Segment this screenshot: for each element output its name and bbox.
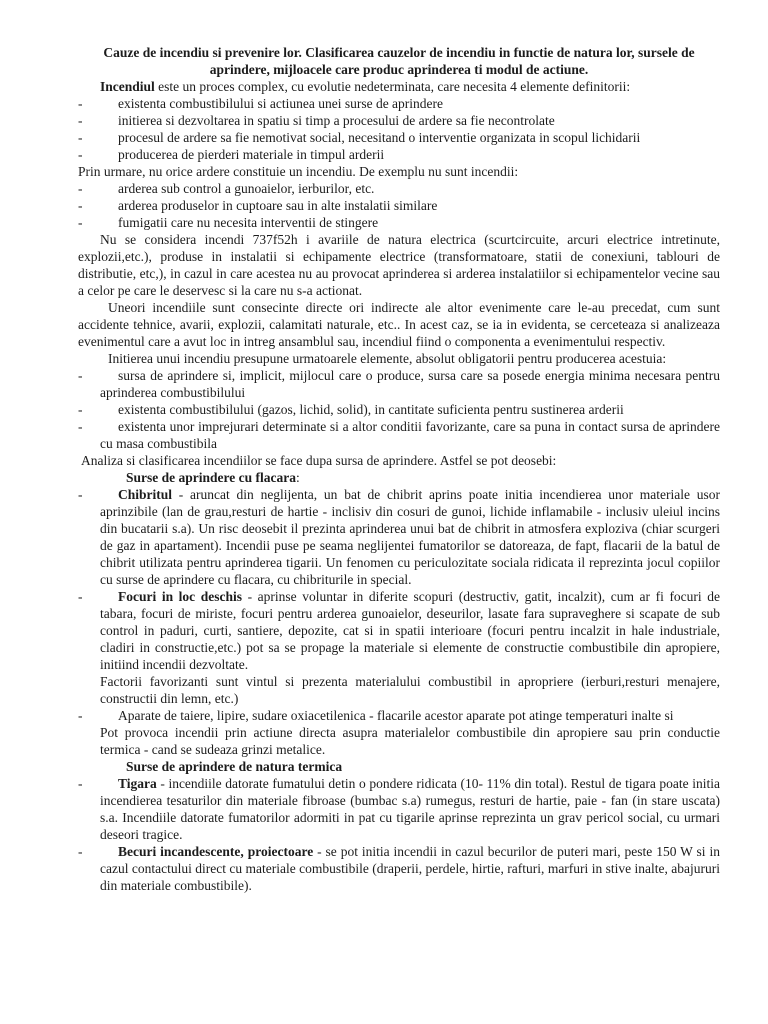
list-item: - existenta combustibilului (gazos, lichid, solid), in cantitate suficienta pentru sustinerea arderii xyxy=(78,402,624,417)
list-item: - initierea si dezvoltarea in spatiu si timp a procesului de ardere sa fie necontrolate xyxy=(78,113,555,128)
list-item: - arderea produselor in cuptoare sau in alte instalatii similare xyxy=(78,198,438,213)
intro-paragraph xyxy=(78,78,720,95)
not-fires-list xyxy=(78,180,720,231)
list-item: - Aparate de taiere, lipire, sudare oxiacetilenica - flacarile acestor aparate pot atinge temperaturi inalte si Pot provoca incendii prin actiune directa asupra materialelor combustibile din apropiere sau prin conductie termica - cand se sudeaza grinzi metalice. xyxy=(78,708,720,757)
dash-marker: - xyxy=(78,844,83,859)
list-item: - sursa de aprindere si, implicit, mijlocul care o produce, sursa care sa posede energia minima necesara pentru aprinderea combustibilului xyxy=(78,368,720,400)
document-title: Cauze de incendiu si prevenire lor. Clasificarea cauzelor de incendiu in functie de natura lor, sursele de aprindere, mijloacele care produc aprinderea ti modul de actiune. xyxy=(103,45,695,77)
flame-heading: Surse de aprindere cu flacara: xyxy=(126,470,300,485)
dash-marker: - xyxy=(78,198,83,213)
thermal-heading: Surse de aprindere de natura termica xyxy=(126,759,343,774)
dash-marker: - xyxy=(78,708,83,723)
list-item: - Focuri in loc deschis - aprinse voluntar in diferite scopuri (destructiv, gatit, incalzit), cum ar fi focuri de tabara, focuri de miriste, focuri pentru arderea gunoaielor, deseurilor, lasate fara supraveghere si scapate de sub control in paduri, curti, santiere, depozite, cat si in spatii interioare (focuri pentru incalzit in hale industriale, cladiri in constructie,etc.) pot sa se propage la materiale si elemente de constructie combustibile din apropiere, initiind incendii dezvoltate. Factorii favorizanti sunt vintul si prezenta materialului combustibil in apropriere (ierburi,resturi menajere, constructii din lemn, etc.) xyxy=(78,589,720,706)
dash-marker: - xyxy=(78,113,83,128)
list-item: - existenta combustibilului si actiunea unei surse de aprindere xyxy=(78,96,444,111)
dash-marker: - xyxy=(78,402,83,417)
intro-text: este un proces complex, cu evolutie nedeterminata, care necesita 4 elemente definitorii: xyxy=(154,79,631,94)
initiation-list xyxy=(78,367,720,452)
list-item: - Becuri incandescente, proiectoare - se pot initia incendii in cazul becurilor de puteri mari, peste 150 W si in cazul contactului direct cu materiale combustibile (draperii, perdele, hirtie, rafturi, marfuri in stive inalte, abajururi din materiale combustibile). xyxy=(78,844,720,893)
list-item: - existenta unor imprejurari determinate si a altor conditii favorizante, care sa puna in contact sursa de aprindere cu masa combustibila xyxy=(78,419,720,451)
dash-marker: - xyxy=(78,487,83,502)
thermal-list xyxy=(78,775,720,894)
dash-marker: - xyxy=(78,181,83,196)
intro-term: Incendiul xyxy=(100,79,155,94)
dash-marker: - xyxy=(78,419,83,434)
analysis-paragraph: Analiza si clasificarea incendiilor se face dupa sursa de aprindere. Astfel se pot deosebi: xyxy=(81,453,557,468)
dash-marker: - xyxy=(78,215,83,230)
list-item: - fumigatii care nu necesita interventii de stingere xyxy=(78,215,379,230)
dash-marker: - xyxy=(78,130,83,145)
initiation-paragraph: Initierea unui incendiu presupune urmatoarele elemente, absolut obligatorii pentru producerea acestuia: xyxy=(108,351,667,366)
list-item: - procesul de ardere sa fie nemotivat social, necesitand o interventie organizata in scopul lichidarii xyxy=(78,130,641,145)
dash-marker: - xyxy=(78,776,83,791)
not-fires-intro: Prin urmare, nu orice ardere constituie un incendiu. De exemplu nu sunt incendii: xyxy=(78,164,519,179)
list-item: - arderea sub control a gunoaielor, ierburilor, etc. xyxy=(78,181,375,196)
consequence-paragraph: Uneori incendiile sunt consecinte directe ori indirecte ale altor evenimente care le-au precedat, cum sunt accidente tehnice, avarii, explozii, calamitati naturale, etc.. In acest caz, se ia in evidenta, se cerceteaza si analizeaza evenimentul care a avut loc in intreg ansamblul sau, incendiul fiind o componenta a evenimentului respectiv. xyxy=(78,300,720,349)
document-page xyxy=(78,44,720,894)
list-item: - producerea de pierderi materiale in timpul arderii xyxy=(78,147,385,162)
flame-list xyxy=(78,486,720,758)
dash-marker: - xyxy=(78,368,83,383)
dash-marker: - xyxy=(78,96,83,111)
electric-paragraph: Nu se considera incendi 737f52h i avariile de natura electrica (scurtcircuite, arcuri electrice intretinute, explozii,etc.), produse in instalatii si echipamente electrice (transformatoare, statii de conexiuni, tablouri de distributie, etc,), in cazul in care acestea nu au provocat aprinderea si arderea instalatiilor si echipamentelor vecine sau a celor pe care le deservesc si la care nu s-a actionat. xyxy=(78,232,720,298)
definitory-list xyxy=(78,95,720,163)
dash-marker: - xyxy=(78,147,83,162)
dash-marker: - xyxy=(78,589,83,604)
list-item: - Chibritul - aruncat din neglijenta, un bat de chibrit aprins poate initia incendierea unor materiale usor aprinzibile (lan de grau,resturi de hartie - inclisiv din cosuri de gunoi, lichide inflamabile - inclusiv uleiul incins din bucatarii s.a). Un risc deosebit il prezinta aprinderea unui bat de chibrit in atmosfera exploziva (chiar scurgeri de gaz in apartament). Incendii puse pe seama neglijentei fumatorilor se datoreaza, de fapt, flacarii de la batul de chibrit utilizata pentru aprinderea tigarii. Un fenomen cu periculozitate sociala ridicata il reprezinta jocul copiilor cu surse de aprindere cu flacara, cu chibriturile in special. xyxy=(78,487,720,587)
list-item: - Tigara - incendiile datorate fumatului detin o pondere ridicata (10- 11% din total). Restul de tigara poate initia incendierea tesaturilor din materiale fibroase (bumbac s.a) rumegus, resturi de hartie, paie - fan (in stare uscata) s.a. Incendiile datorate fumatorilor adormiti in pat cu tigarile aprinse reprezinta un grav pericol social, cu urmari deseori tragice. xyxy=(78,776,720,842)
